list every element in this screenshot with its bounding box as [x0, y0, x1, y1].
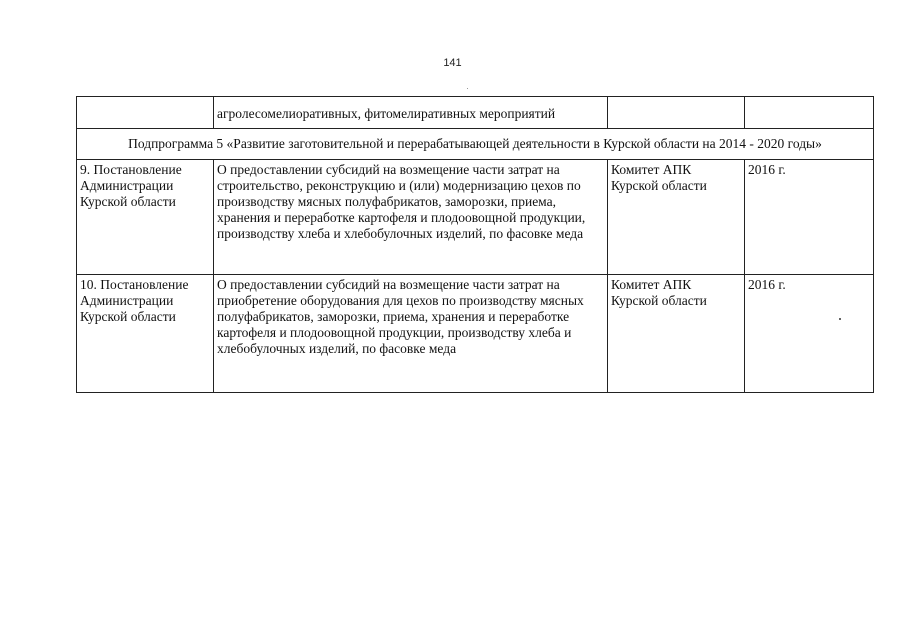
table-row-continuation — [77, 97, 874, 129]
table-row-subprogram — [77, 129, 874, 160]
cell-description: О предоставлении субсидий на возмещение части затрат на строительство, реконструкцию и (или) модернизацию цехов по производству мясных полуфабрикатов, заморозки, приема, хранения и переработке картофеля и плодоовощной продукции, производству хлеба и хлебобулочных изделий, по фасовке меда — [214, 160, 608, 275]
table-row — [77, 275, 874, 393]
cell-document — [77, 97, 214, 129]
regulations-table — [76, 96, 874, 393]
cell-year — [745, 97, 874, 129]
cell-responsible: Комитет АПК Курской области — [608, 160, 745, 275]
page-number: 141 — [443, 57, 462, 69]
subprogram-heading: Подпрограмма 5 «Развитие заготовительной и перерабатывающей деятельности в Курской области на 2014 - 2020 годы» — [77, 129, 874, 160]
scan-speck — [467, 88, 468, 89]
cell-year: 2016 г. — [745, 275, 874, 393]
cell-description: О предоставлении субсидий на возмещение части затрат на приобретение оборудования для цехов по производству мясных полуфабрикатов, заморозки, приема, хранения и переработке картофеля и плодоовощной продукции, производству хлеба и хлебобулочных изделий, по фасовке меда — [214, 275, 608, 393]
table-row — [77, 160, 874, 275]
cell-year: 2016 г. — [745, 160, 874, 275]
cell-description: агролесомелиоративных, фитомелиративных мероприятий — [214, 97, 608, 129]
cell-responsible: Комитет АПК Курской области — [608, 275, 745, 393]
cell-document: 10. Постановление Администрации Курской области — [77, 275, 214, 393]
cell-document: 9. Постановление Администрации Курской области — [77, 160, 214, 275]
cell-responsible — [608, 97, 745, 129]
scan-speck — [839, 318, 841, 320]
